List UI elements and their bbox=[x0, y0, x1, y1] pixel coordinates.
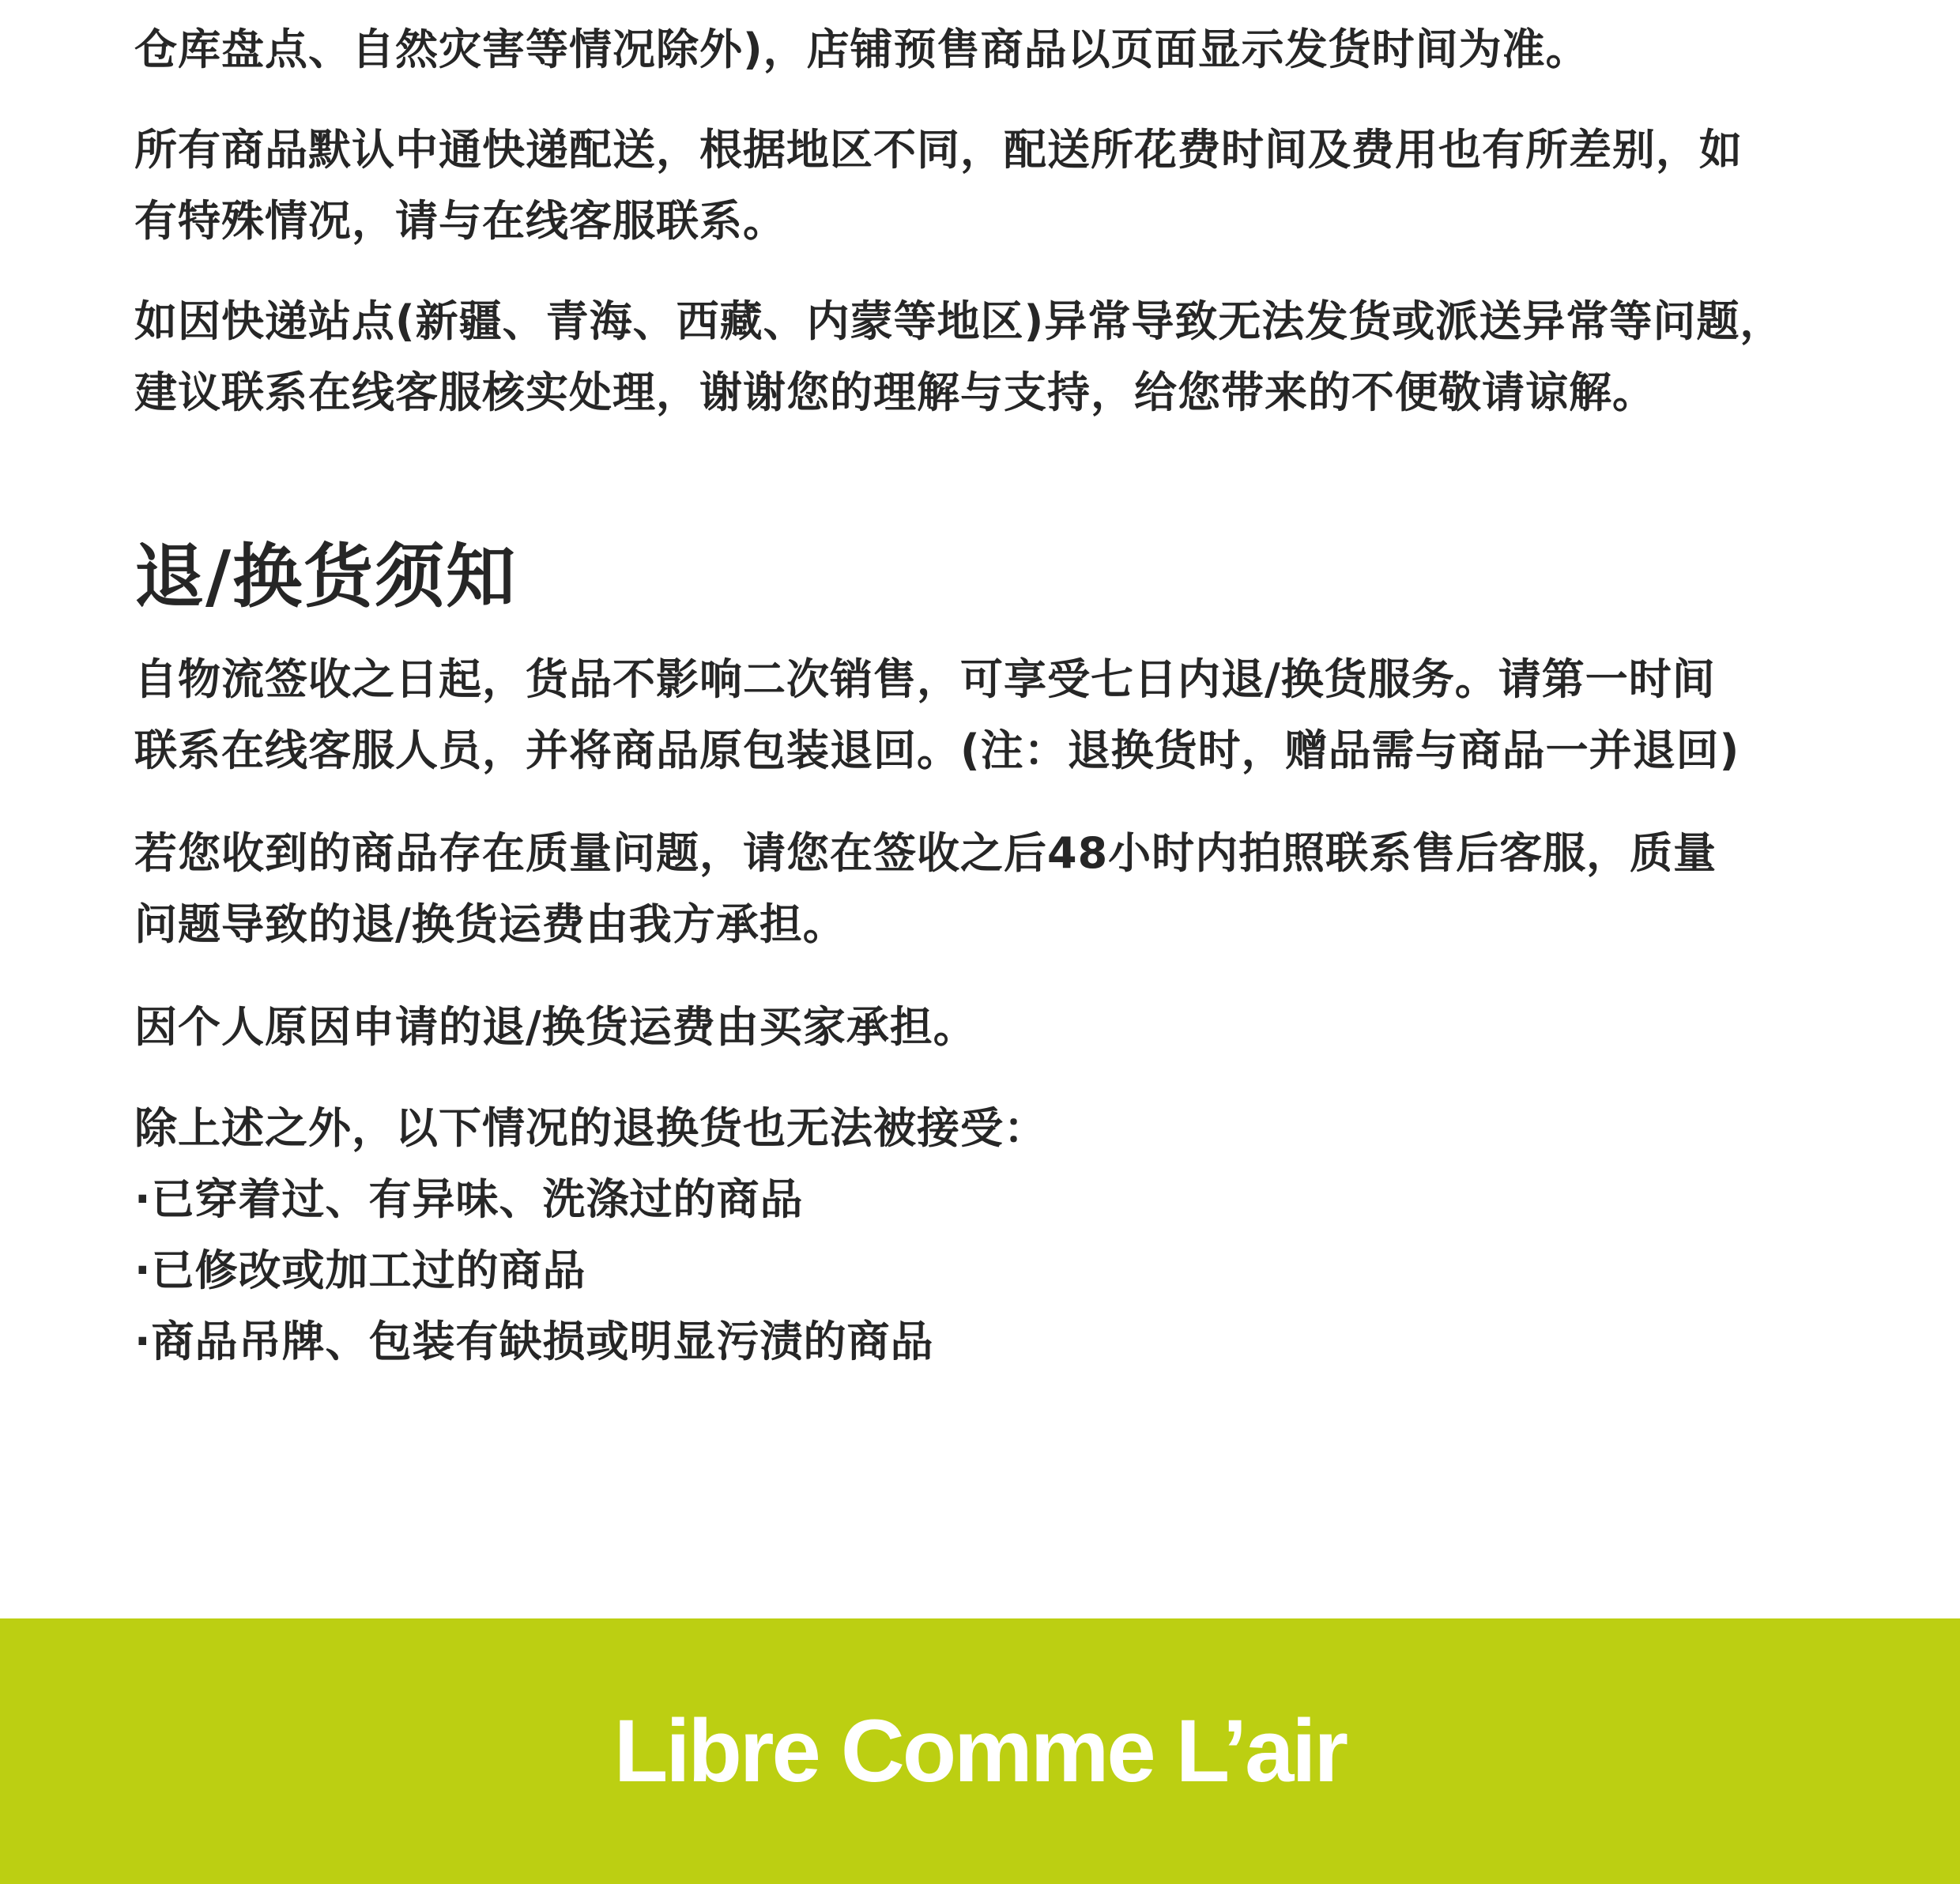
returns-paragraph-3-line-1: 因个人原因申请的退/换货运费由买家承担。 bbox=[134, 1002, 977, 1052]
returns-paragraph-2-line-2: 问题导致的退/换货运费由我方承担。 bbox=[134, 899, 846, 949]
returns-exceptions-intro: 除上述之外，以下情况的退换货也无法被接受： bbox=[134, 1103, 1047, 1153]
returns-exception-item: ·商品吊牌、包装有缺损或明显污渍的商品 bbox=[134, 1317, 934, 1366]
returns-paragraph-3 bbox=[134, 992, 1841, 1063]
shipping-paragraph-2 bbox=[134, 115, 1841, 257]
returns-paragraph-2 bbox=[134, 818, 1841, 960]
brand-logo-text: Libre Comme L’air bbox=[613, 1701, 1347, 1800]
shipping-paragraph-2-line-2: 有特殊情况，请与在线客服联系。 bbox=[134, 196, 786, 246]
brand-footer bbox=[0, 1618, 1960, 1884]
returns-paragraph-1 bbox=[134, 644, 1841, 786]
shipping-paragraph-1-line-2: 仓库盘点、自然灾害等情况除外)，店铺预售商品以页面显示发货时间为准。 bbox=[134, 24, 1589, 74]
returns-exception-item: ·已穿着过、有异味、洗涤过的商品 bbox=[134, 1174, 804, 1224]
returns-paragraph-1-line-1: 自物流签收之日起，货品不影响二次销售，可享受七日内退/换货服务。请第一时间 bbox=[134, 654, 1716, 704]
shipping-paragraph-1 bbox=[134, 14, 1841, 85]
shipping-paragraph-3-line-2: 建议联系在线客服核实处理，谢谢您的理解与支持，给您带来的不便敬请谅解。 bbox=[134, 367, 1656, 417]
shipping-paragraph-3-line-1: 如因快递站点(新疆、青海、西藏、内蒙等地区)异常导致无法发货或派送异常等问题， bbox=[134, 296, 1784, 346]
returns-paragraph-2-line-1: 若您收到的商品存在质量问题，请您在签收之后48小时内拍照联系售后客服，质量 bbox=[134, 828, 1717, 878]
returns-paragraph-1-line-2: 联系在线客服人员，并将商品原包装退回。(注：退换货时，赠品需与商品一并退回) bbox=[134, 725, 1740, 775]
shipping-paragraph-3 bbox=[134, 286, 1841, 428]
returns-exceptions bbox=[134, 1093, 1841, 1377]
returns-title: 退/换货须知 bbox=[134, 536, 518, 617]
returns-exception-item: ·已修改或加工过的商品 bbox=[134, 1245, 586, 1295]
shipping-paragraph-2-line-1: 所有商品默认中通快递配送，根据地区不同，配送所花费时间及费用也有所差别，如 bbox=[134, 125, 1743, 175]
